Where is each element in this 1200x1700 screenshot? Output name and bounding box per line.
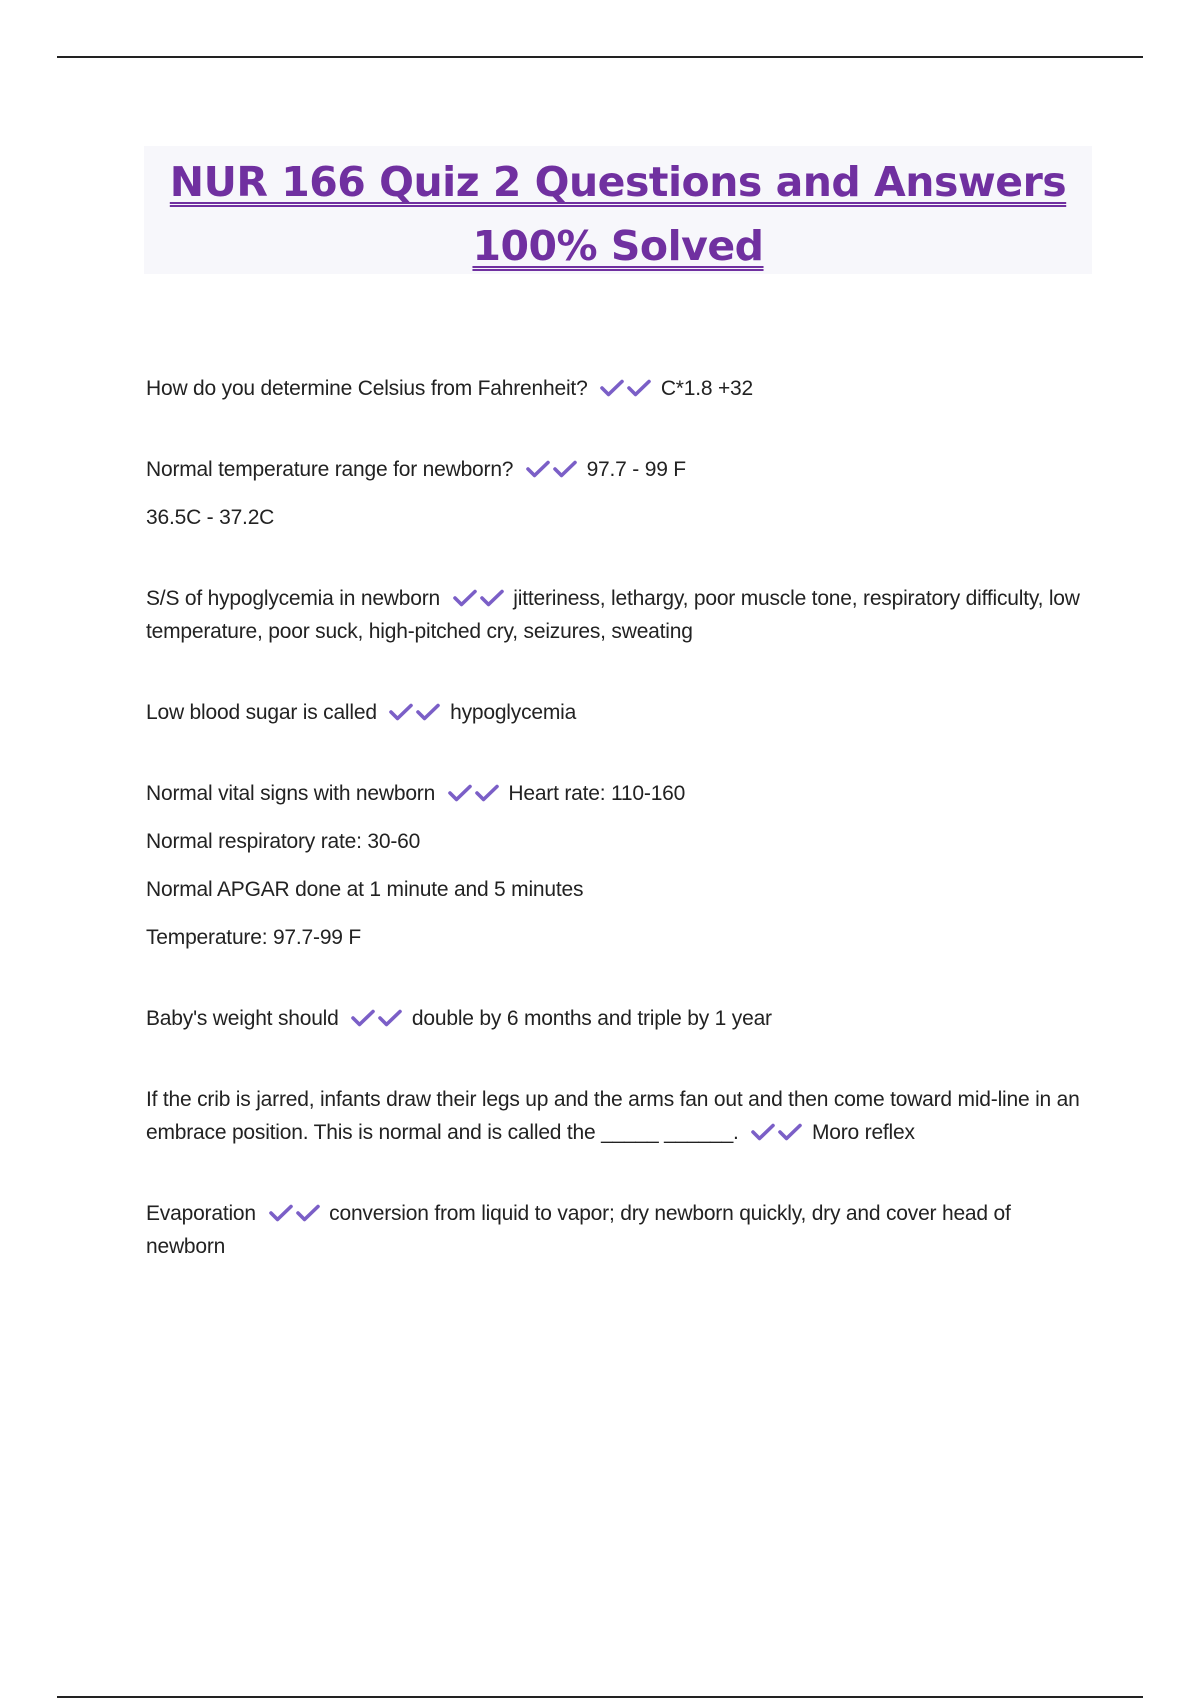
- check-mark-icon: [751, 1123, 775, 1141]
- answer-line: Temperature: 97.7-99 F: [146, 926, 362, 949]
- answer-marker: [266, 1202, 326, 1225]
- title-line-1: NUR 166 Quiz 2 Questions and Answers: [169, 158, 1067, 206]
- qa-item: [146, 1002, 1086, 1035]
- qa-line: [146, 696, 1086, 729]
- answer-marker: [348, 1007, 408, 1030]
- check-mark-icon: [778, 1123, 802, 1141]
- answer-marker: [597, 377, 657, 400]
- question-text: Low blood sugar is called: [146, 701, 377, 724]
- check-mark-icon: [553, 460, 577, 478]
- question-text: Baby's weight should: [146, 1007, 339, 1030]
- qa-item: [146, 453, 1086, 534]
- answer-marker: [450, 587, 510, 610]
- answer-text: Heart rate: 110-160: [508, 782, 686, 805]
- answer-marker: [445, 782, 505, 805]
- qa-item: [146, 1197, 1086, 1263]
- check-mark-icon: [453, 589, 477, 607]
- check-mark-icon: [351, 1009, 375, 1027]
- question-text: Normal vital signs with newborn: [146, 782, 436, 805]
- qa-line: [146, 372, 1086, 405]
- answer-line: Normal APGAR done at 1 minute and 5 minutes: [146, 878, 584, 901]
- check-mark-icon: [475, 784, 499, 802]
- answer-line: Normal respiratory rate: 30-60: [146, 830, 421, 853]
- qa-item: [146, 582, 1086, 648]
- answer-text: 97.7 - 99 F: [586, 458, 686, 481]
- check-mark-icon: [269, 1204, 293, 1222]
- check-mark-icon: [480, 589, 504, 607]
- check-mark-icon: [378, 1009, 402, 1027]
- answer-marker: [386, 701, 446, 724]
- title-line-2: 100% Solved: [472, 222, 764, 270]
- bottom-rule: [57, 1696, 1143, 1698]
- qa-line: [146, 1197, 1086, 1263]
- answer-line: 36.5C - 37.2C: [146, 506, 275, 529]
- check-mark-icon: [416, 703, 440, 721]
- answer-marker: [523, 458, 583, 481]
- qa-item: [146, 1083, 1086, 1149]
- question-text: Evaporation: [146, 1202, 256, 1225]
- check-mark-icon: [526, 460, 550, 478]
- title-banner: [144, 146, 1092, 274]
- qa-line: [146, 777, 1086, 810]
- question-text: How do you determine Celsius from Fahrenheit?: [146, 377, 588, 400]
- answer-text: C*1.8 +32: [660, 377, 754, 400]
- answer-text: hypoglycemia: [450, 701, 577, 724]
- answer-marker: [748, 1121, 808, 1144]
- qa-line: [146, 582, 1086, 648]
- answer-text: double by 6 months and triple by 1 year: [411, 1007, 772, 1030]
- question-text: If the crib is jarred, infants draw their legs up and the arms fan out and then come toward mid-line in an embrace position. This is normal and is called the _____ ______.: [146, 1088, 1080, 1144]
- check-mark-icon: [296, 1204, 320, 1222]
- qa-line: [146, 1083, 1086, 1149]
- qa-item: [146, 777, 1086, 954]
- document-title: [144, 146, 1092, 278]
- question-text: S/S of hypoglycemia in newborn: [146, 587, 440, 610]
- question-text: Normal temperature range for newborn?: [146, 458, 514, 481]
- check-mark-icon: [600, 379, 624, 397]
- qa-item: [146, 696, 1086, 729]
- top-rule: [57, 56, 1143, 58]
- check-mark-icon: [448, 784, 472, 802]
- answer-text: Moro reflex: [811, 1121, 915, 1144]
- qa-list: [146, 372, 1086, 1263]
- answer-text: conversion from liquid to vapor; dry newborn quickly, dry and cover head of newborn: [146, 1202, 1011, 1258]
- qa-line: [146, 453, 1086, 486]
- check-mark-icon: [627, 379, 651, 397]
- answer-text: jitteriness, lethargy, poor muscle tone, respiratory difficulty, low temperature, poor suck, high-pitched cry, seizures, sweating: [146, 587, 1080, 643]
- qa-item: [146, 372, 1086, 405]
- check-mark-icon: [389, 703, 413, 721]
- qa-line: [146, 1002, 1086, 1035]
